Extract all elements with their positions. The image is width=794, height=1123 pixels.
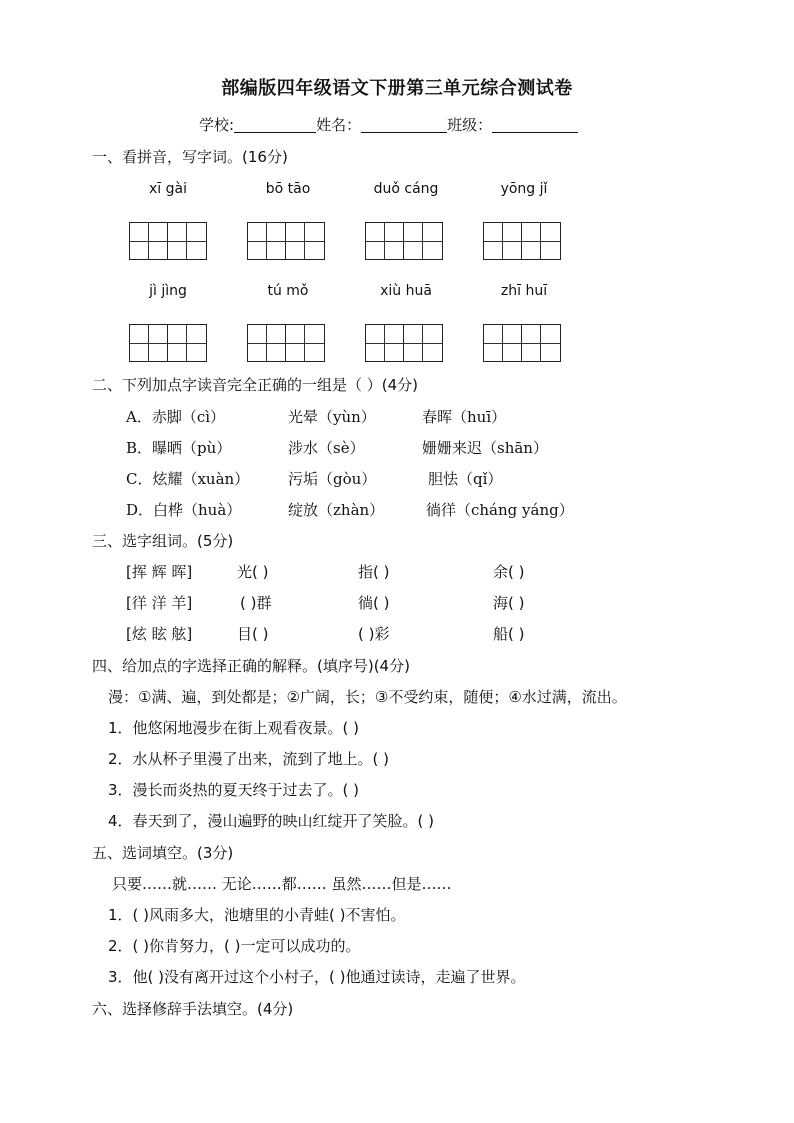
class-blank[interactable] <box>492 118 578 133</box>
writing-grid[interactable] <box>365 324 443 362</box>
option-d-3: 徜徉（cháng yáng） <box>426 501 574 519</box>
option-c-3: 胆怯（qǐ） <box>428 470 503 488</box>
question-item[interactable]: 3．漫长而炎热的夏天终于过去了。( ) <box>108 781 360 799</box>
option-b-1: B．曝晒（pù） <box>126 439 232 457</box>
option-c-2: 污垢（gòu） <box>288 470 377 488</box>
question-item[interactable]: 2．( )你肯努力，( )一定可以成功的。 <box>108 937 361 955</box>
writing-grid[interactable] <box>247 324 325 362</box>
question-item[interactable]: 4．春天到了，漫山遍野的映山红绽开了笑脸。( ) <box>108 812 435 830</box>
option-d-2: 绽放（zhàn） <box>288 501 385 519</box>
writing-grid[interactable] <box>129 222 207 260</box>
fill-item[interactable]: 光( ) <box>237 563 269 581</box>
writing-grid[interactable] <box>483 222 561 260</box>
word-options: 只要……就…… 无论……都…… 虽然……但是…… <box>112 875 452 893</box>
option-b-3: 姗姗来迟（shān） <box>422 439 548 457</box>
pinyin-label: duǒ cáng <box>373 181 439 197</box>
writing-grid[interactable] <box>483 324 561 362</box>
fill-item[interactable]: 余( ) <box>493 563 525 581</box>
name-label: 姓名： <box>316 116 362 134</box>
writing-grid[interactable] <box>247 222 325 260</box>
school-blank[interactable] <box>234 118 316 133</box>
option-d-1: D．白桦（huà） <box>126 501 242 519</box>
question-item[interactable]: 1．( )风雨多大，池塘里的小青蛙( )不害怕。 <box>108 906 406 924</box>
pinyin-label: xī gài <box>149 181 187 197</box>
pinyin-label: xiù huā <box>380 283 432 299</box>
option-c-1: C．炫耀（xuàn） <box>126 470 250 488</box>
definition-line: 漫：①满、遍，到处都是；②广阔，长；③不受约束，随便；④水过满，流出。 <box>108 688 627 706</box>
pinyin-label: bō tāo <box>265 181 311 197</box>
pinyin-label: yōng jǐ <box>500 181 548 197</box>
char-set: [挥 辉 晖] <box>126 563 193 581</box>
section-3-heading: 三、选字组词。(5分) <box>92 532 234 550</box>
page-title: 部编版四年级语文下册第三单元综合测试卷 <box>221 78 573 99</box>
section-5-heading: 五、选词填空。(3分) <box>92 844 234 862</box>
pinyin-label: zhī huī <box>500 283 548 299</box>
writing-grid[interactable] <box>365 222 443 260</box>
question-item[interactable]: 1．他悠闲地漫步在街上观看夜景。( ) <box>108 719 360 737</box>
fill-item[interactable]: 徜( ) <box>358 594 390 612</box>
section-4-heading: 四、给加点的字选择正确的解释。(填序号)(4分) <box>92 657 410 675</box>
option-a-1: A．赤脚（cì） <box>126 408 226 426</box>
section-6-heading: 六、选择修辞手法填空。(4分) <box>92 1000 294 1018</box>
option-b-2: 涉水（sè） <box>288 439 365 457</box>
fill-item[interactable]: 指( ) <box>358 563 390 581</box>
option-a-3: 春晖（huī） <box>422 408 507 426</box>
fill-item[interactable]: 船( ) <box>493 625 525 643</box>
fill-item[interactable]: ( )群 <box>240 594 272 612</box>
char-set: [徉 洋 羊] <box>126 594 193 612</box>
fill-item[interactable]: 目( ) <box>237 625 269 643</box>
fill-item[interactable]: ( )彩 <box>358 625 390 643</box>
question-item[interactable]: 3．他( )没有离开过这个小村子，( )他通过读诗，走遍了世界。 <box>108 968 526 986</box>
section-1-heading: 一、看拼音，写字词。(16分) <box>92 148 288 166</box>
class-label: 班级： <box>447 116 493 134</box>
pinyin-label: tú mǒ <box>267 283 309 299</box>
question-item[interactable]: 2．水从杯子里漫了出来，流到了地上。( ) <box>108 750 390 768</box>
writing-grid[interactable] <box>129 324 207 362</box>
pinyin-label: jì jìng <box>149 283 187 299</box>
header-fields <box>199 118 578 133</box>
option-a-2: 光晕（yùn） <box>288 408 376 426</box>
school-label: 学校: <box>199 116 235 134</box>
char-set: [炫 眩 舷] <box>126 625 193 643</box>
fill-item[interactable]: 海( ) <box>493 594 525 612</box>
name-blank[interactable] <box>361 118 447 133</box>
section-2-heading: 二、下列加点字读音完全正确的一组是（ ）(4分) <box>92 376 419 394</box>
